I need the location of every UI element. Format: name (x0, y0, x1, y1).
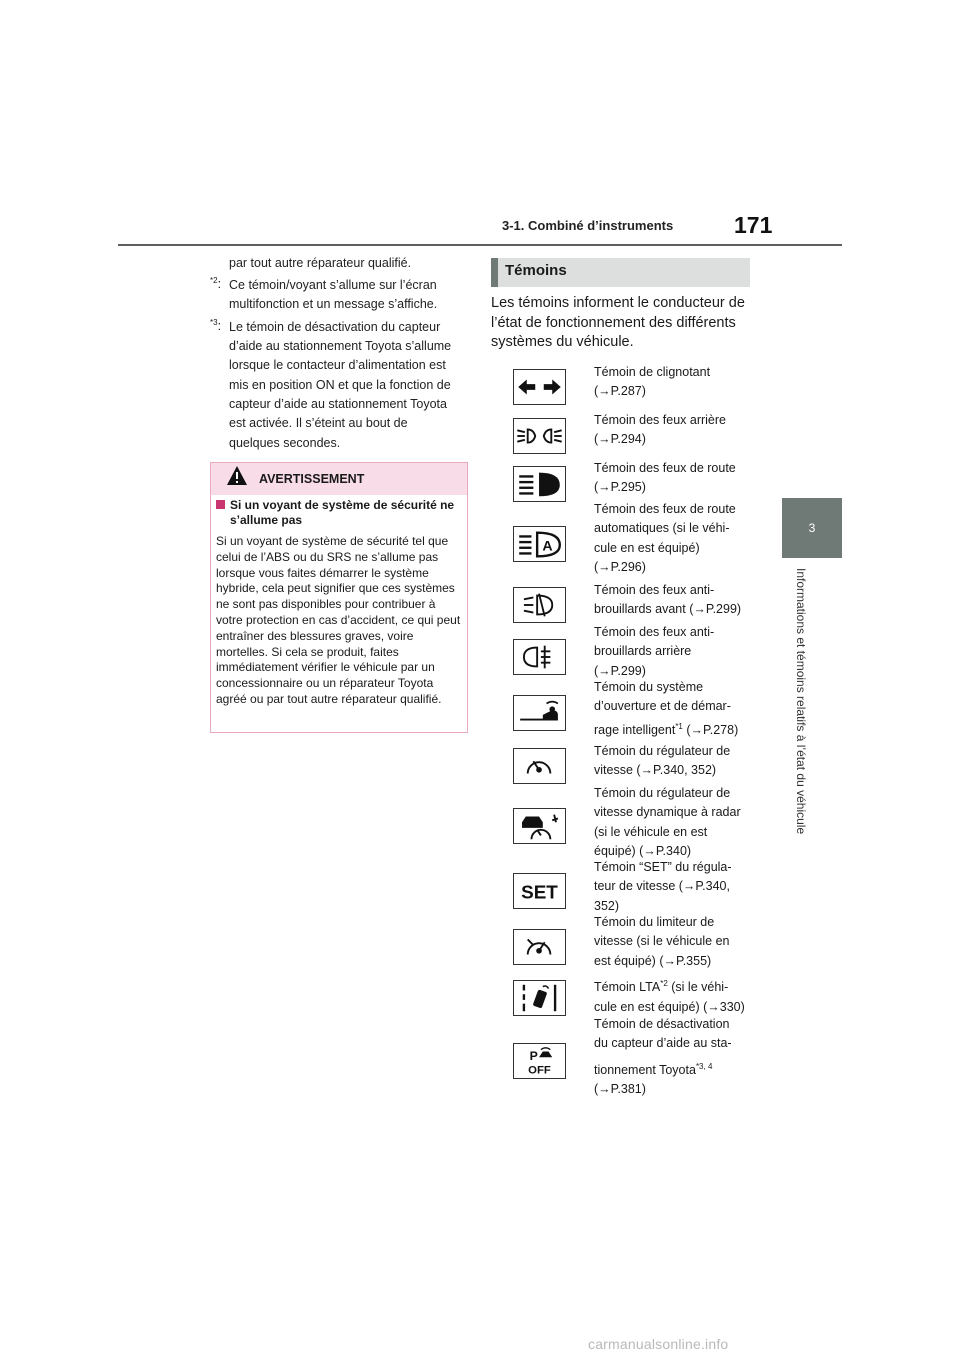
footnote-3-line: quelques secondes. (229, 436, 341, 450)
page-number: 171 (734, 212, 773, 238)
parking-sensor-off-icon (513, 1043, 566, 1079)
lta-icon (513, 980, 566, 1016)
radar-cruise-icon (513, 808, 566, 844)
auto-high-beam-icon (513, 526, 566, 562)
indicator-description: Témoin des feux de route (→P.295) (594, 461, 736, 495)
set-text: SET (521, 882, 558, 904)
header-rule (118, 244, 842, 246)
footnote-3-mark: $^{*3}$: (210, 318, 222, 334)
tail-lights-icon (513, 418, 566, 454)
indicator-description: Témoin des feux arrière (→P.294) (594, 413, 727, 447)
footnote-3-line: capteur d’aide au stationnement Toyota (229, 397, 447, 411)
indicator-description: Témoin “SET” du régula- teur de vitesse (→P.340, 352) (594, 860, 732, 913)
footnote-3-line: est activée. Il s’éteint au bout de (229, 416, 408, 430)
section-heading-accent (491, 258, 498, 287)
chapter-label: Informations et témoins relatifs à l’état du véhicule (794, 568, 808, 835)
high-beam-icon (513, 466, 566, 502)
indicator-description: Témoin de désactivation du capteur d’aide au sta- tionnement Toyota$^{*3, 4}$ (→P.381) (594, 1017, 732, 1097)
section-title: 3-1. Combiné d’instruments (502, 218, 674, 233)
indicator-description: Témoin du système d’ouverture et de démar- rage intelligent$^{*1}$ (→P.278) (594, 680, 739, 737)
indicator-description: Témoin du limiteur de vitesse (si le véhicule en est équipé) (→P.355) (594, 915, 730, 968)
rear-fog-icon (513, 639, 566, 675)
indicator-description: Témoin des feux anti- brouillards arrière (→P.299) (594, 625, 715, 678)
svg-text:A: A (542, 538, 553, 555)
parking-p-text: P (529, 1049, 538, 1064)
cruise-control-icon (513, 748, 566, 784)
indicator-description: Témoin de clignotant (→P.287) (594, 365, 711, 399)
footnote-2-mark: $^{*2}$: (210, 276, 222, 292)
warning-bullet-icon (216, 500, 225, 509)
set-icon (513, 873, 566, 909)
footnote-2-line: Ce témoin/voyant s’allume sur l’écran (229, 278, 437, 292)
footnote-continuation: par tout autre réparateur qualifié. (229, 256, 412, 270)
indicator-description: Témoin des feux de route automatiques (si le véhi- cule en est équipé) (→P.296) (594, 502, 736, 575)
warning-title: AVERTISSEMENT (259, 472, 365, 486)
indicator-description: Témoin des feux anti- brouillards avant (→P.299) (594, 583, 742, 617)
warning-subtitle: Si un voyant de système de sécurité ne s’allume pas (230, 498, 455, 527)
footnote-3-line: Le témoin de désactivation du capteur (229, 320, 441, 334)
watermark: carmanualsonline.info (588, 1336, 729, 1352)
warning-triangle-icon (226, 465, 248, 487)
chapter-tab (782, 498, 842, 558)
smart-key-icon (513, 695, 566, 731)
chapter-number: 3 (808, 521, 816, 535)
indicator-description: Témoin du régulateur de vitesse dynamique à radar (si le véhicule en est équipé) (→P.340) (594, 786, 741, 859)
turn-signal-icon (513, 369, 566, 405)
speed-limiter-icon (513, 929, 566, 965)
footnote-3-line: mis en position ON et que la fonction de (229, 378, 451, 392)
front-fog-icon (513, 587, 566, 623)
footnote-2-line: multifonction et un message s’affiche. (229, 297, 438, 311)
parking-off-text: OFF (528, 1064, 551, 1077)
footnote-3-line: d’aide au stationnement Toyota s’allume (229, 339, 452, 353)
footnote-3-line: lorsque le contacteur d’alimentation est (229, 358, 446, 372)
section-heading: Témoins (505, 262, 567, 279)
warning-body: Si un voyant de système de sécurité tel que celui de l’ABS ou du SRS ne s’allume pas lorsque vous faites démarrer le système hybride, cela peut signifier que ces systèmes ne sont pas disponibles pour contribuer à votre protection en cas d’accident, ce qui peut entraîner des blessures graves, voire mortelles. Si cela se produit, faites immédiatement vérifier le véhicule par un concessionnaire ou un réparateur Toyota agréé ou par tout autre réparateur qualifié. (216, 534, 461, 706)
section-intro: Les témoins informent le conducteur de l’état de fonctionnement des différents systèmes du véhicule. (491, 295, 745, 350)
indicator-description: Témoin du régulateur de vitesse (→P.340, 352) (594, 744, 731, 778)
indicator-description: Témoin LTA$^{*2}$ (si le véhi- cule en est équipé) (→330) (594, 979, 745, 1014)
